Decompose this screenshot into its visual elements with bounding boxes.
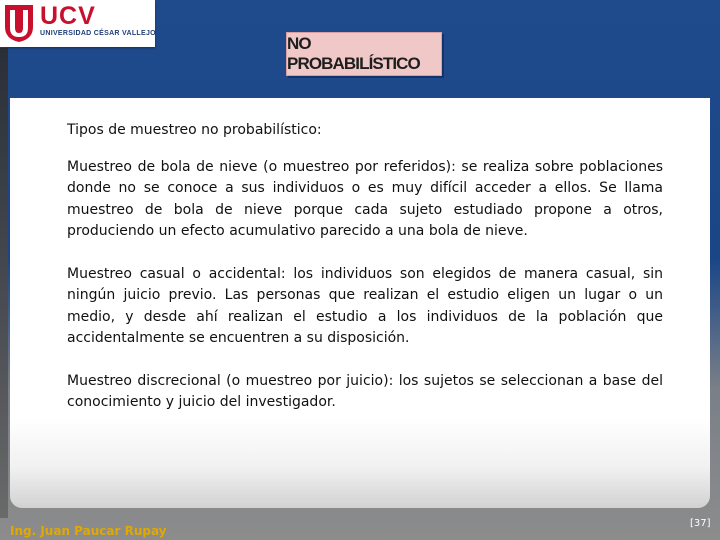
footer-author: Ing. Juan Paucar Rupay: [10, 524, 167, 538]
text-body: [67, 120, 663, 435]
term-discrecional: Muestreo discrecional (o muestreo por juicio): [67, 372, 389, 389]
content-panel: [10, 98, 710, 508]
paragraph-text: : los sujetos se seleccionan a base del conocimiento y juicio del investigador.: [67, 372, 663, 410]
paragraph-casual: [67, 264, 663, 350]
ucv-emblem-icon: [3, 3, 35, 43]
paragraph-text: : se realiza sobre poblaciones donde no se conoce a sus individuos o es muy difícil acceder a ellos. Se llama: [67, 158, 664, 196]
paragraph-text: porque cada sujeto estudiado propone a otros, produciendo un efecto acumulativo parecido a una bola de nieve.: [67, 201, 664, 239]
section-heading: Tipos de muestreo no probabilístico:: [67, 122, 322, 138]
paragraph-discrecional: [67, 371, 663, 414]
logo-subtitle: UNIVERSIDAD CÉSAR VALLEJO: [40, 30, 156, 37]
term-bola-de-nieve: Muestreo de bola de nieve (o muestreo por referidos): [67, 158, 452, 175]
paragraph-text: : los individuos son elegidos de manera casual, sin ningún juicio previo. Las personas que realizan el estudio eligen un lugar o un medio, y desde ahí realizan el estudio a los individuos de la población que accidentalmente se encuentren a su disposición.: [67, 265, 663, 346]
slide-title-box: [286, 32, 442, 76]
left-edge-strip: [0, 48, 8, 518]
page-number: [37]: [690, 518, 711, 529]
ucv-logo: [0, 0, 155, 47]
term-casual: Muestreo casual o accidental: [67, 265, 281, 282]
paragraph-bola-de-nieve: [67, 157, 663, 243]
logo-wordmark: UCV: [40, 2, 96, 30]
term-bola-de-nieve-inline: muestreo de bola de nieve: [67, 201, 283, 218]
slide-title: NO PROBABILÍSTICO: [287, 34, 420, 73]
